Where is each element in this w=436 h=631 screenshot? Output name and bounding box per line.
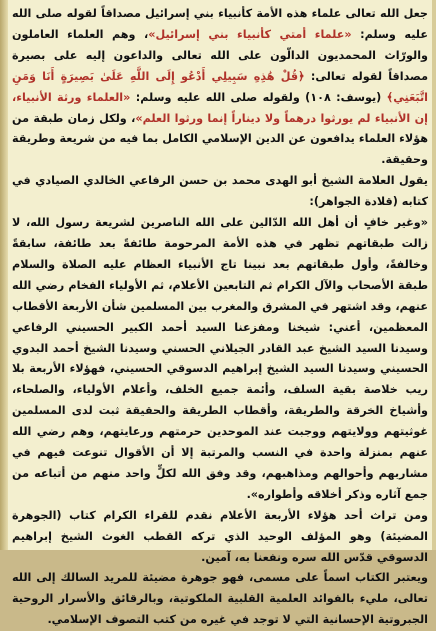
- body-text: ، ولكل زمان طبقة من هؤلاء العلماء يدافعون عن الدين الإسلامي الكامل بما فيه من شريعة وطريقة وحقيقة.: [12, 111, 428, 167]
- page-edge-right: [432, 0, 436, 550]
- quote-text: ﴿قُلْ هَٰذِهِ سَبِيلِي أَدْعُو إِلَى اللَّهِ عَلَىٰ بَصِيرَةٍ أَنَا وَمَنِ اتَّبَعَنِي﴾: [12, 69, 429, 104]
- body-text: ، وهم العلماء العاملون والورّاث المحمديون الدالّون على الله تعالى والداعون إليه على بصيرة مصداقاً لقوله تعالى:: [12, 27, 429, 83]
- quote-text: «العلماء ورثة الأنبياء، إن الأنبياء لم يورثوا درهماً ولا ديناراً إنما ورثوا العلم»: [12, 90, 429, 125]
- page-edge-left: [0, 0, 8, 550]
- paragraph: [12, 171, 428, 213]
- paragraph: [12, 506, 428, 569]
- body-text: ويعتبر الكتاب اسماً على مسمى، فهو جوهرة مضيئة للمريد السالك إلى الله تعالى، مليء بالفوائد العلمية القلبية الملكوتية، وبالرقائق والأسرار الروحية الجبروتية الإحسانية التي لا توجد في غيره من كتب التصوف الإسلامي.: [12, 571, 428, 627]
- body-text: يقول العلامة الشيخ أبو الهدى محمد بن حسن الرفاعي الخالدي الصيادي في كتابه (قلادة الجواهر):: [12, 174, 428, 209]
- paragraph: [12, 4, 428, 171]
- paragraph: [12, 213, 428, 506]
- paragraph: [12, 568, 428, 631]
- document-body: [12, 4, 429, 627]
- body-text: ومن تراث أحد هؤلاء الأربعة الأعلام نقدم للقراء الكرام كتاب (الجوهرة المضيئة) وهو المؤلف الوحيد الذي تركه القطب الغوث الشيخ إبراهيم الدسوقي قدّس الله سره ونفعنا به، آمين.: [12, 508, 428, 564]
- body-text: (يوسف: ١٠٨) ولقوله صلى الله عليه وسلم:: [130, 90, 387, 104]
- body-text: «وغير خافٍ أن أهل الله الدّالين على الله الناصرين لشريعة رسول الله، لا زالت طبقاتهم تظهر في هذه الأمة المرحومة طائفةً بعد طائفة، سابقةً وخالفةً، وأول طبقاتهم بعد نبينا تاج الأنبياء العظام عليه الصلاة والسلام طبقة الأصحاب والآل الكرام ثم التابعين الأعلام، ثم الأولياء الفخام رضي الله عنهم، وقد اشتهر في المشرق والمغرب بين المسلمين شأن الأربعة الأقطاب المعظمين، أعني: شيخنا ومفزعنا السيد أحمد الكبير الحسيني الرفاعي وسيدنا السيد الشيخ عبد القادر الجيلاني الحسني وسيدنا الشيخ أحمد البدوي الحسيني وسيدنا السيد الشيخ إبراهيم الدسوقي الحسيني، فهؤلاء الأربعة بلا ريب خلاصة بقية السلف، وأئمة جميع الخلف، وأعلام الأولياء، والصلحاء، وأشياخ الخرقة والطريقة، وأقطاب الطريقة والحقيقة ثبت لدى المسلمين غوثيتهم وولايتهم ووجبت عند الموحدين حرمتهم ورعايتهم، وهم رضي الله عنهم بمنزلة واحدة في النسب والمرتبة إلا أن الأقوال تنوعت فيهم في مشاربهم وأحوالهم ومذاهبهم، وقد وفق الله لكلٍّ واحد منهم من أتباعه من جمع آثاره وذكر أخلاقه وأطواره».: [12, 216, 428, 501]
- body-text: جعل الله تعالى علماء هذه الأمة كأنبياء بني إسرائيل مصداقاً لقوله صلى الله عليه وسلم:: [12, 7, 428, 41]
- quote-text: «علماء أمتي كأنبياء بني إسرائيل»: [148, 27, 352, 41]
